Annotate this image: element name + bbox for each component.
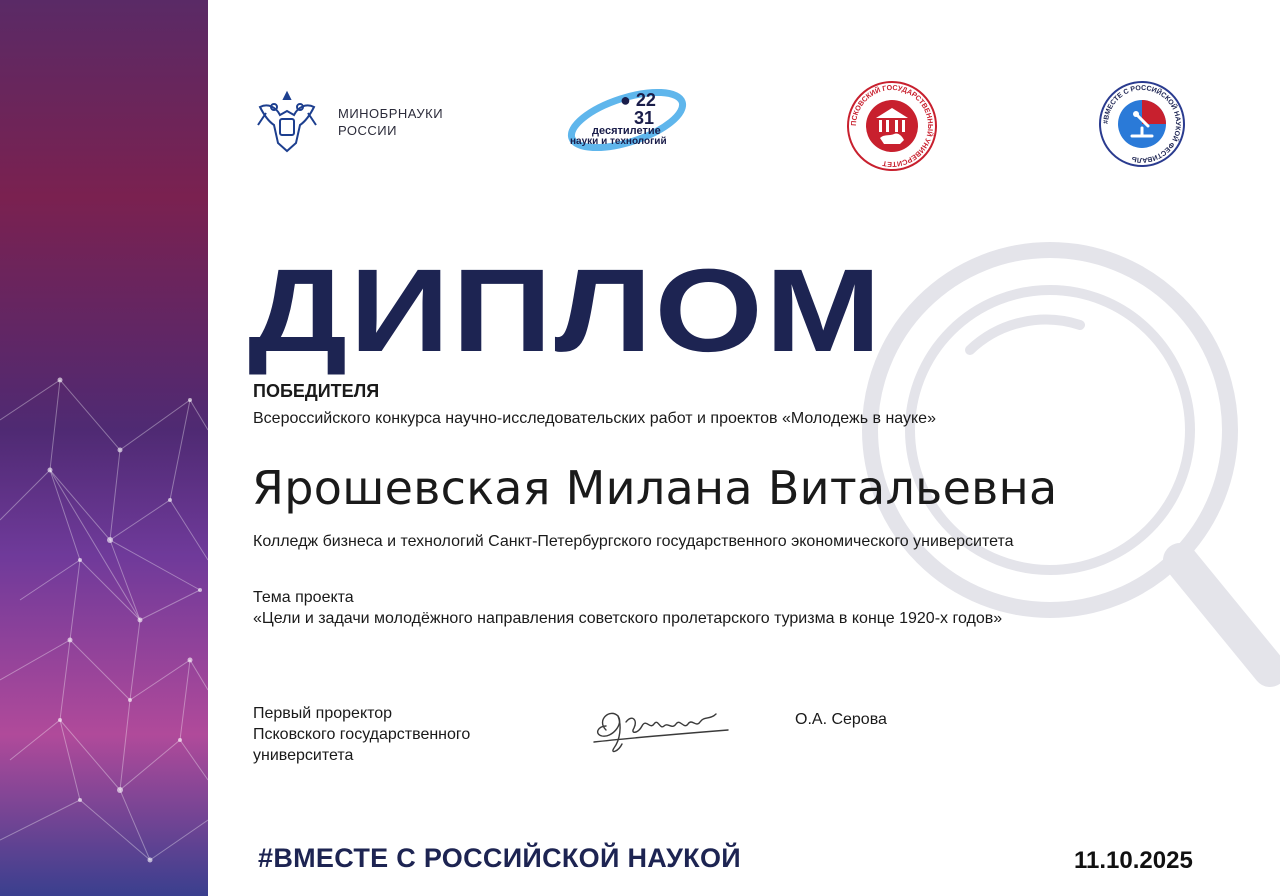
handwritten-signature [588,700,733,760]
ministry-logo [250,85,443,159]
festival-ring-text: #ВМЕСТЕ С РОССИЙСКОЙ НАУКОЙ ФЕСТИВАЛЬ [1102,84,1182,164]
recipient-organization: Колледж бизнеса и технологий Санкт-Петербургского государственного экономического университета [253,533,1014,550]
pskov-university-logo [846,80,938,176]
decade-years-bottom: 31 [634,108,655,128]
diploma-subtitle: ПОБЕДИТЕЛЯ [253,381,380,401]
signer-name: О.А. Серова [795,711,887,728]
footer-hashtag: #ВМЕСТЕ С РОССИЙСКОЙ НАУКОЙ [258,843,741,873]
leopard-building-emblem-icon [846,80,938,172]
decade-years-top: 22 [635,90,656,110]
project-topic: «Цели и задачи молодёжного направления советского пролетарского туризма в конце 1920-х годов» [253,610,1003,627]
signer-position [253,703,553,766]
ministry-name-line2: РОССИИ [338,123,397,138]
microscope-emblem-icon [1098,80,1186,168]
double-headed-eagle-emblem-icon [250,85,324,159]
contest-name: Всероссийского конкурса научно-исследовательских работ и проектов «Молодежь в науке» [253,410,936,427]
signer-position-line2: Псковского государственного [253,726,471,743]
network-pattern [0,0,208,896]
signer-position-line3: университета [253,747,354,764]
topic-label: Тема проекта [253,589,354,606]
issue-date: 11.10.2025 [1074,847,1193,874]
recipient-name: Ярошевская Милана Витальевна [252,461,1058,515]
ministry-name-line1: МИНОБРНАУКИ [338,106,444,121]
university-ring-text: ПСКОВСКИЙ ГОСУДАРСТВЕННЫЙ УНИВЕРСИТЕТ [848,82,936,170]
decade-line1: десятилетие [592,125,661,137]
side-decoration-band [0,0,208,896]
signer-position-line1: Первый проректор [253,705,393,722]
decade-line2: науки и технологий [570,136,667,147]
diploma-title: ДИПЛОМ [248,245,884,377]
science-festival-logo [1098,80,1186,172]
decade-science-logo: ● 22 31 десятилетие науки и технологий [562,78,692,163]
